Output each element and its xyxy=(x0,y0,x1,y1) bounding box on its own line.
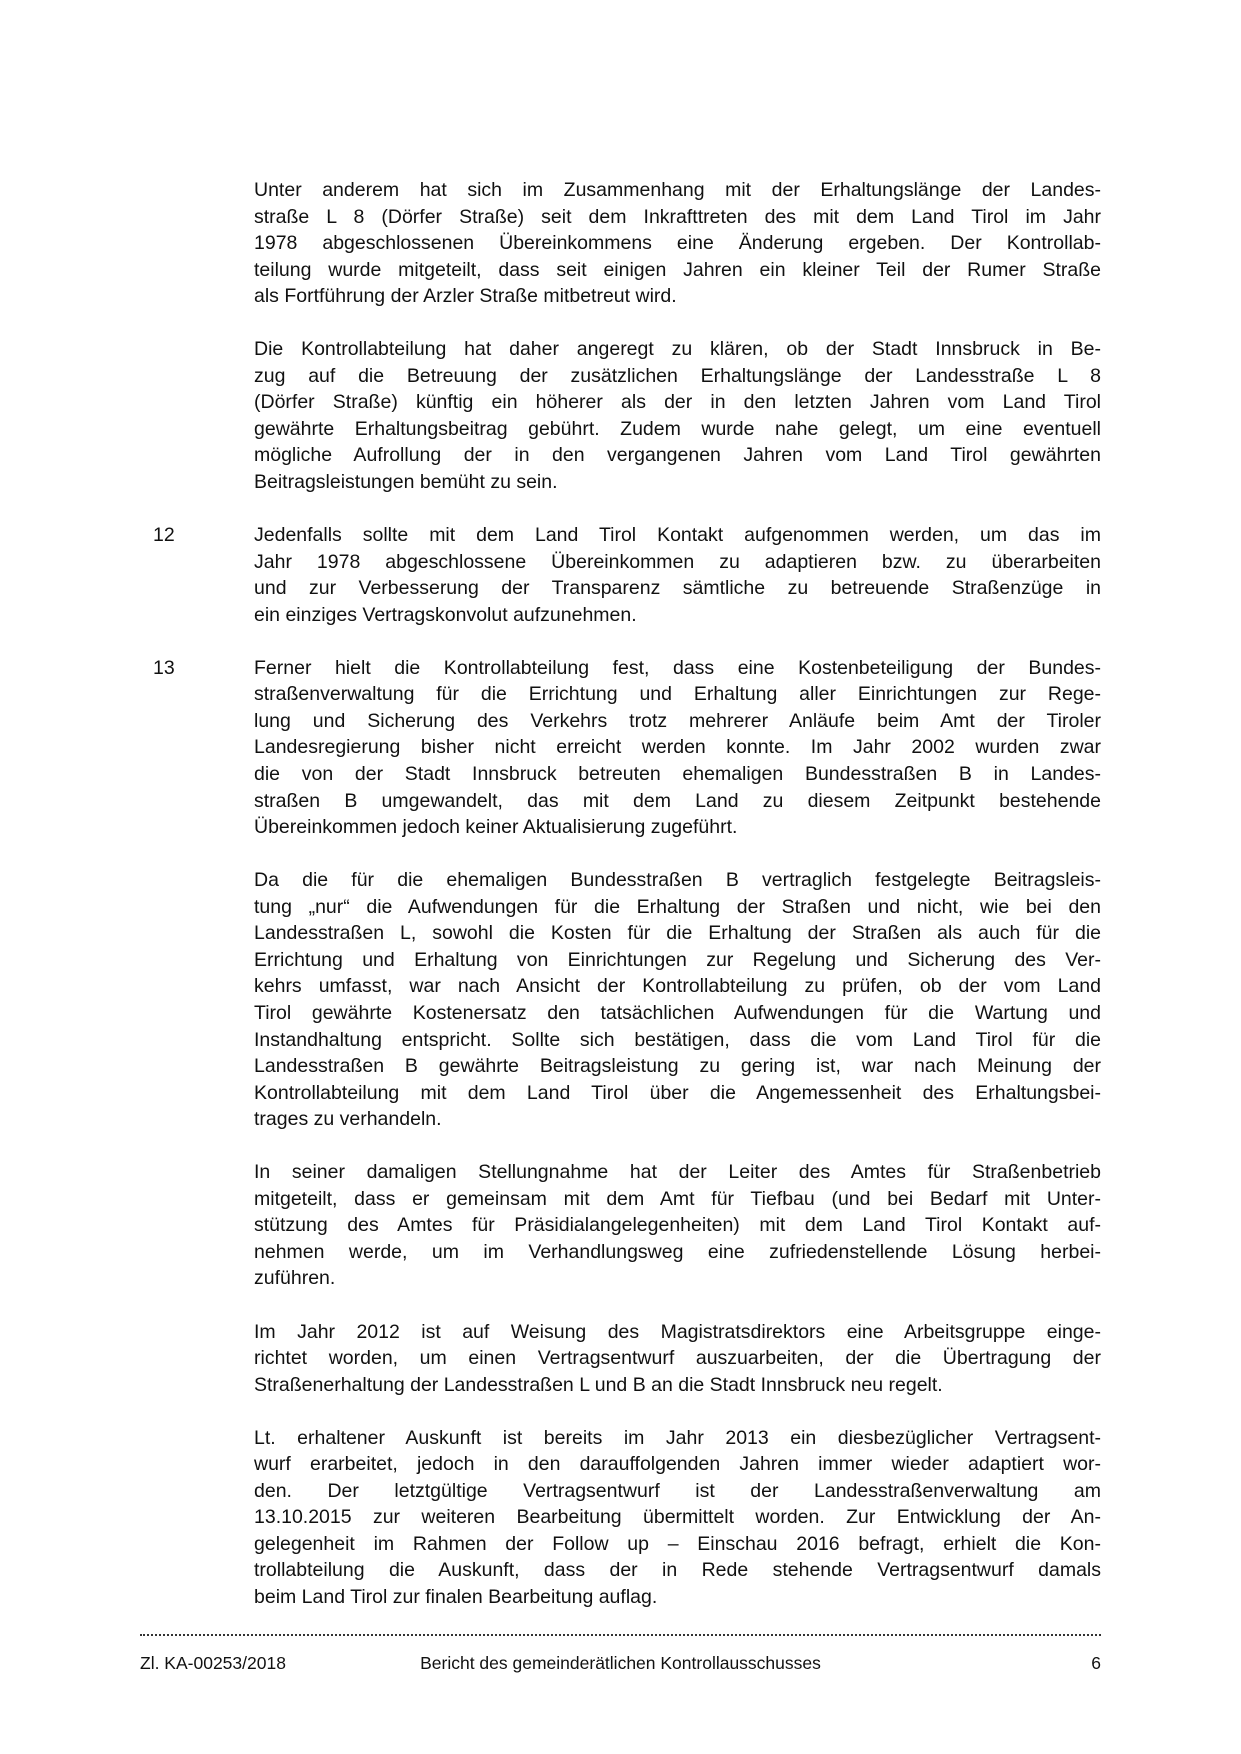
text-line: gelegenheit im Rahmen der Follow up – Einschau 2016 befragt, erhielt die Kon- xyxy=(254,1532,1101,1555)
paragraph-text xyxy=(254,522,1101,628)
text-line: straßenverwaltung für die Errichtung und Erhaltung aller Einrichtungen zur Rege- xyxy=(254,683,1101,706)
paragraph-text xyxy=(254,655,1101,841)
text-line: gewährte Erhaltungsbeitrag gebührt. Zudem wurde nahe gelegt, um eine eventuell xyxy=(254,417,1101,440)
text-line: Tirol gewährte Kostenersatz den tatsächlichen Aufwendungen für die Wartung und xyxy=(254,1001,1101,1024)
text-line: Landesregierung bisher nicht erreicht werden konnte. Im Jahr 2002 wurden zwar xyxy=(254,736,1101,759)
footer-reference: Zl. KA-00253/2018 xyxy=(140,1653,286,1673)
paragraph-number: 12 xyxy=(153,524,175,547)
paragraph-text xyxy=(254,336,1101,495)
text-line: Landesstraßen B gewährte Beitragsleistung zu gering ist, war nach Meinung der xyxy=(254,1055,1101,1078)
text-line: tung „nur“ die Aufwendungen für die Erhaltung der Straßen und nicht, wie bei den xyxy=(254,895,1101,918)
paragraph-number: 13 xyxy=(153,656,175,679)
text-line: (Dörfer Straße) künftig ein höherer als der in den letzten Jahren vom Land Tirol xyxy=(254,391,1101,414)
footer-divider xyxy=(140,1634,1101,1636)
text-line: zuführen. xyxy=(254,1267,336,1290)
paragraph xyxy=(0,177,1241,310)
paragraph-text xyxy=(254,867,1101,1132)
text-line: als Fortführung der Arzler Straße mitbetreut wird. xyxy=(254,285,677,308)
paragraph xyxy=(0,522,1241,628)
text-line: kehrs umfasst, war nach Ansicht der Kontrollabteilung zu prüfen, ob der vom Land xyxy=(254,975,1101,998)
paragraph-text xyxy=(254,1319,1101,1399)
text-line: und zur Verbesserung der Transparenz sämtliche zu betreuende Straßenzüge in xyxy=(254,577,1101,600)
text-line: richtet worden, um einen Vertragsentwurf auszuarbeiten, der die Übertragung der xyxy=(254,1347,1101,1370)
text-line: die von der Stadt Innsbruck betreuten ehemaligen Bundesstraßen B in Landes- xyxy=(254,763,1101,786)
page-number: 6 xyxy=(1091,1653,1101,1673)
text-line: trollabteilung die Auskunft, dass der in Rede stehende Vertragsentwurf damals xyxy=(254,1559,1101,1582)
text-line: Übereinkommen jedoch keiner Aktualisierung zugeführt. xyxy=(254,816,738,839)
text-line: Instandhaltung entspricht. Sollte sich bestätigen, dass die vom Land Tirol für die xyxy=(254,1028,1101,1051)
paragraph xyxy=(0,336,1241,495)
text-line: teilung wurde mitgeteilt, dass seit einigen Jahren ein kleiner Teil der Rumer Straße xyxy=(254,258,1101,281)
text-line: wurf erarbeitet, jedoch in den darauffolgenden Jahren immer wieder adaptiert wor- xyxy=(254,1453,1101,1476)
text-line: 1978 abgeschlossenen Übereinkommens eine Änderung ergeben. Der Kontrollab- xyxy=(254,232,1101,255)
text-line: Die Kontrollabteilung hat daher angeregt zu klären, ob der Stadt Innsbruck in Be- xyxy=(254,338,1101,361)
text-line: straße L 8 (Dörfer Straße) seit dem Inkrafttreten des mit dem Land Tirol im Jahr xyxy=(254,205,1101,228)
paragraph-text xyxy=(254,1425,1101,1611)
text-line: straßen B umgewandelt, das mit dem Land zu diesem Zeitpunkt bestehende xyxy=(254,789,1101,812)
text-line: beim Land Tirol zur finalen Bearbeitung auflag. xyxy=(254,1585,658,1608)
text-line: mögliche Aufrollung der in den vergangenen Jahren vom Land Tirol gewährten xyxy=(254,444,1101,467)
text-line: lung und Sicherung des Verkehrs trotz mehrerer Anläufe beim Amt der Tiroler xyxy=(254,709,1101,732)
text-line: Beitragsleistungen bemüht zu sein. xyxy=(254,471,558,494)
footer-title: Bericht des gemeinderätlichen Kontrollausschusses xyxy=(420,1653,821,1673)
paragraph xyxy=(0,1319,1241,1399)
paragraph-text xyxy=(254,177,1101,310)
text-line: mitgeteilt, dass er gemeinsam mit dem Amt für Tiefbau (und bei Bedarf mit Unter- xyxy=(254,1187,1101,1210)
text-line: 13.10.2015 zur weiteren Bearbeitung übermittelt worden. Zur Entwicklung der An- xyxy=(254,1506,1101,1529)
text-line: Lt. erhaltener Auskunft ist bereits im Jahr 2013 ein diesbezüglicher Vertragsent- xyxy=(254,1426,1101,1449)
text-line: Da die für die ehemaligen Bundesstraßen B vertraglich festgelegte Beitragsleis- xyxy=(254,869,1101,892)
paragraph-text xyxy=(254,1159,1101,1292)
text-line: Ferner hielt die Kontrollabteilung fest, dass eine Kostenbeteiligung der Bundes- xyxy=(254,656,1101,679)
text-line: ein einziges Vertragskonvolut aufzunehmen. xyxy=(254,603,637,626)
text-line: stützung des Amtes für Präsidialangelegenheiten) mit dem Land Tirol Kontakt auf- xyxy=(254,1214,1101,1237)
text-line: Errichtung und Erhaltung von Einrichtungen zur Regelung und Sicherung des Ver- xyxy=(254,948,1101,971)
text-line: Im Jahr 2012 ist auf Weisung des Magistratsdirektors eine Arbeitsgruppe einge- xyxy=(254,1320,1101,1343)
paragraph xyxy=(0,1159,1241,1292)
paragraph xyxy=(0,655,1241,841)
document-body xyxy=(0,177,1241,1637)
text-line: Landesstraßen L, sowohl die Kosten für die Erhaltung der Straßen als auch für die xyxy=(254,922,1101,945)
text-line: Jedenfalls sollte mit dem Land Tirol Kontakt aufgenommen werden, um das im xyxy=(254,524,1101,547)
paragraph xyxy=(0,867,1241,1132)
text-line: trages zu verhandeln. xyxy=(254,1108,442,1131)
text-line: In seiner damaligen Stellungnahme hat der Leiter des Amtes für Straßenbetrieb xyxy=(254,1161,1101,1184)
page-footer xyxy=(140,1651,1101,1675)
text-line: Kontrollabteilung mit dem Land Tirol über die Angemessenheit des Erhaltungsbei- xyxy=(254,1081,1101,1104)
text-line: Unter anderem hat sich im Zusammenhang mit der Erhaltungslänge der Landes- xyxy=(254,179,1101,201)
text-line: Jahr 1978 abgeschlossene Übereinkommen zu adaptieren bzw. zu überarbeiten xyxy=(254,550,1101,573)
text-line: Straßenerhaltung der Landesstraßen L und B an die Stadt Innsbruck neu regelt. xyxy=(254,1373,943,1396)
text-line: zug auf die Betreuung der zusätzlichen Erhaltungslänge der Landesstraße L 8 xyxy=(254,364,1101,387)
paragraph xyxy=(0,1425,1241,1611)
text-line: den. Der letztgültige Vertragsentwurf ist der Landesstraßenverwaltung am xyxy=(254,1479,1101,1502)
text-line: nehmen werde, um im Verhandlungsweg eine zufriedenstellende Lösung herbei- xyxy=(254,1240,1101,1263)
